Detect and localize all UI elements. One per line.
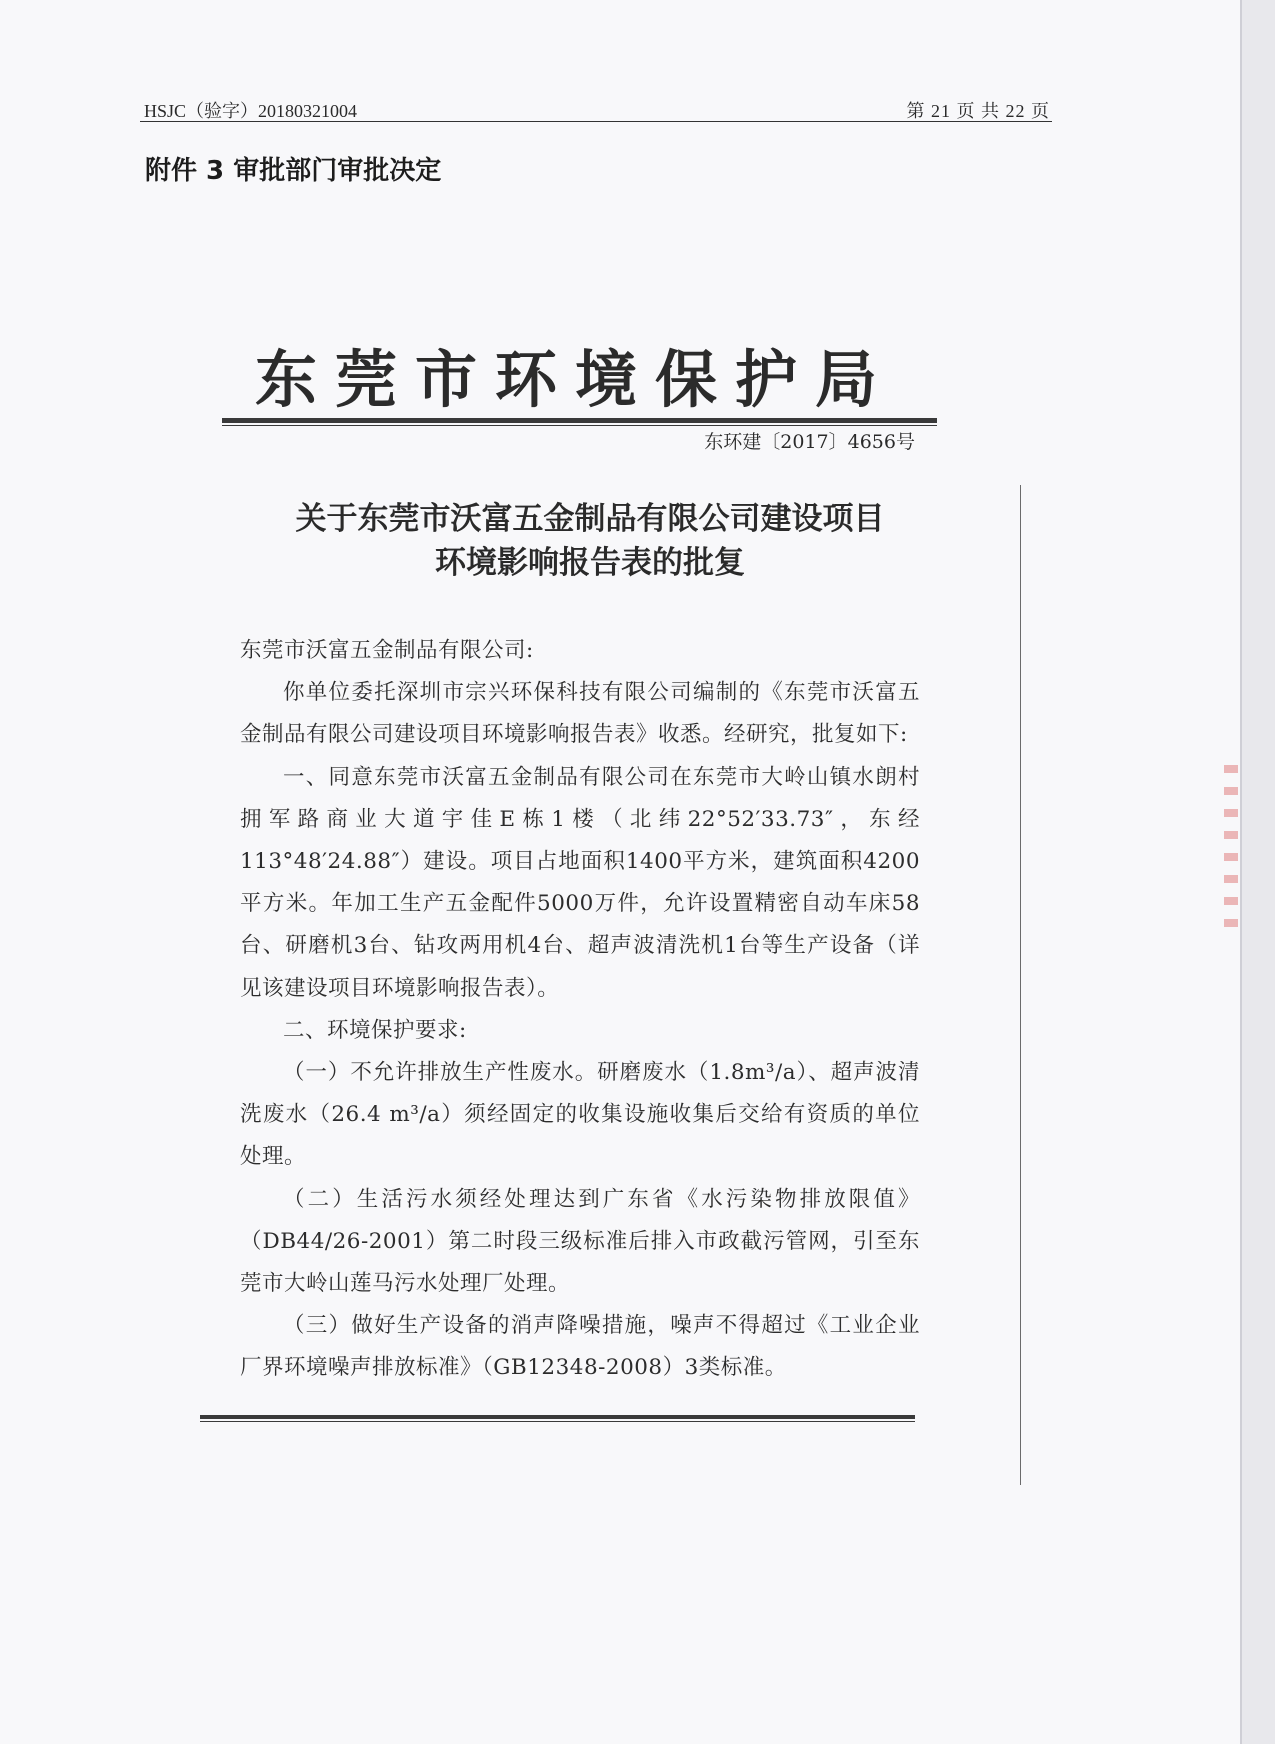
page-number: 第 21 页 共 22 页 xyxy=(906,101,1050,121)
salutation: 东莞市沃富五金制品有限公司: xyxy=(240,638,534,663)
title-line-1: 关于东莞市沃富五金制品有限公司建设项目 xyxy=(295,501,885,537)
letter-title xyxy=(250,497,930,585)
header-rule xyxy=(222,418,937,423)
paragraph: 一、同意东莞市沃富五金制品有限公司在东莞市大岭山镇水朗村拥军路商业大道宇佳E栋1楼（北纬22°52′33.73″，东经113°48′24.88″）建设。项目占地面积1400平方米，建筑面积4200平方米。年加工生产五金配件5000万件，允许设置精密自动车床58台、研磨机3台、钻攻两用机4台、超声波清洗机1台等生产设备（详见该建设项目环境影响报告表）。 xyxy=(240,764,920,1001)
title-line-2: 环境影响报告表的批复 xyxy=(435,545,745,581)
document-code: HSJC（验字）20180321004 xyxy=(144,101,358,121)
scan-frame-line xyxy=(1020,485,1021,1485)
page-edge xyxy=(1242,0,1275,1744)
attachment-heading: 附件 3 审批部门审批决定 xyxy=(145,156,442,186)
letter-body xyxy=(240,630,920,1390)
agency-name: 东莞市环境保护局 xyxy=(254,343,895,416)
footer-rule xyxy=(200,1415,915,1419)
document-number: 东环建〔2017〕4656号 xyxy=(704,431,915,453)
page-header xyxy=(140,95,1052,122)
paragraph: （一）不允许排放生产性废水。研磨废水（1.8m³/a）、超声波清洗废水（26.4 m³/a）须经固定的收集设施收集后交给有资质的单位处理。 xyxy=(240,1060,920,1170)
footer-rule-thin xyxy=(200,1421,915,1422)
paragraph: （三）做好生产设备的消声降噪措施，噪声不得超过《工业企业厂界环境噪声排放标准》（GB12348-2008）3类标准。 xyxy=(240,1313,920,1381)
paragraph: 二、环境保护要求: xyxy=(283,1017,467,1043)
paragraph: （二）生活污水须经处理达到广东省《水污染物排放限值》（DB44/26-2001）第二时段三级标准后排入市政截污管网，引至东莞市大岭山莲马污水处理厂处理。 xyxy=(240,1186,920,1297)
red-margin-mark xyxy=(1224,765,1238,935)
header-rule-thin xyxy=(222,425,937,426)
paragraph: 你单位委托深圳市宗兴环保科技有限公司编制的《东莞市沃富五金制品有限公司建设项目环境影响报告表》收悉。经研究，批复如下: xyxy=(240,680,920,748)
